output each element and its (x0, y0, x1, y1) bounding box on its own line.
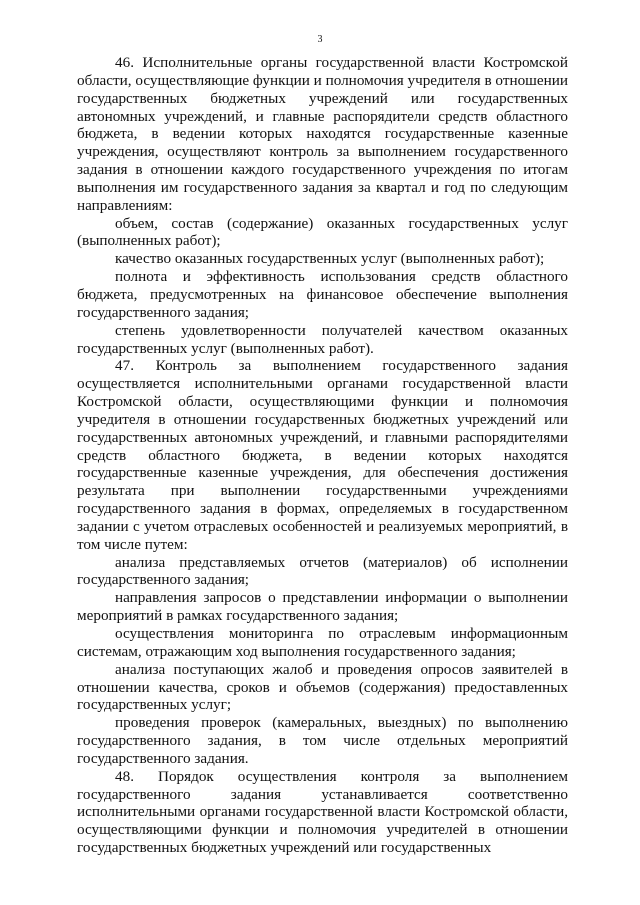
paragraph-47: 47. Контроль за выполнением государственного задания осуществляется исполнительными органами государственной власти Костромской области, осуществляющими функции и полномочия учредителя в отношении государственных бюджетных учреждений или государственных автономных учреждений, и главными распорядителями средств областного бюджета, в ведении которых находятся государственные казенные учреждения, для обеспечения достижения результата при выполнении государственными учреждениями государственного задания в формах, определяемых в государственном задании с учетом отраслевых особенностей и реализуемых мероприятий, в том числе путем: (77, 357, 568, 553)
document-body (77, 54, 568, 857)
paragraph-47-item-reports: анализа представляемых отчетов (материалов) об исполнении государственного задания; (77, 553, 568, 589)
paragraph-46: 46. Исполнительные органы государственной власти Костромской области, осуществляющие функции и полномочия учредителя в отношении государственных бюджетных учреждений или государственных автономных учреждений, и главные распорядители средств областного бюджета, в ведении которых находятся государственные казенные учреждения, осуществляют контроль за выполнением государственного задания в отношении каждого государственного учреждения по итогам выполнения им государственного задания за квартал и год по следующим направлениям: (77, 54, 568, 214)
paragraph-46-item-volume: объем, состав (содержание) оказанных государственных услуг (выполненных работ); (77, 214, 568, 250)
paragraph-47-item-inspections: проведения проверок (камеральных, выездных) по выполнению государственного задания, в том числе отдельных мероприятий государственного задания. (77, 714, 568, 767)
paragraph-46-item-efficiency: полнота и эффективность использования средств областного бюджета, предусмотренных на финансовое обеспечение выполнения государственного задания; (77, 268, 568, 321)
paragraph-46-item-satisfaction: степень удовлетворенности получателей качеством оказанных государственных услуг (выполненных работ). (77, 321, 568, 357)
paragraph-47-item-complaints: анализа поступающих жалоб и проведения опросов заявителей в отношении качества, сроков и объемов (содержания) предоставленных государственных услуг; (77, 660, 568, 714)
page-number: 3 (317, 34, 323, 45)
paragraph-48: 48. Порядок осуществления контроля за выполнением государственного задания устанавливается соответственно исполнительными органами государственной власти Костромской области, осуществляющими функции и полномочия учредителей в отношении государственных бюджетных учреждений или государственных (77, 767, 568, 857)
paragraph-47-item-requests: направления запросов о представлении информации о выполнении мероприятий в рамках государственного задания; (77, 589, 568, 625)
paragraph-47-item-monitoring: осуществления мониторинга по отраслевым информационным системам, отражающим ход выполнения государственного задания; (77, 625, 568, 660)
paragraph-46-item-quality: качество оказанных государственных услуг (выполненных работ); (115, 250, 545, 268)
